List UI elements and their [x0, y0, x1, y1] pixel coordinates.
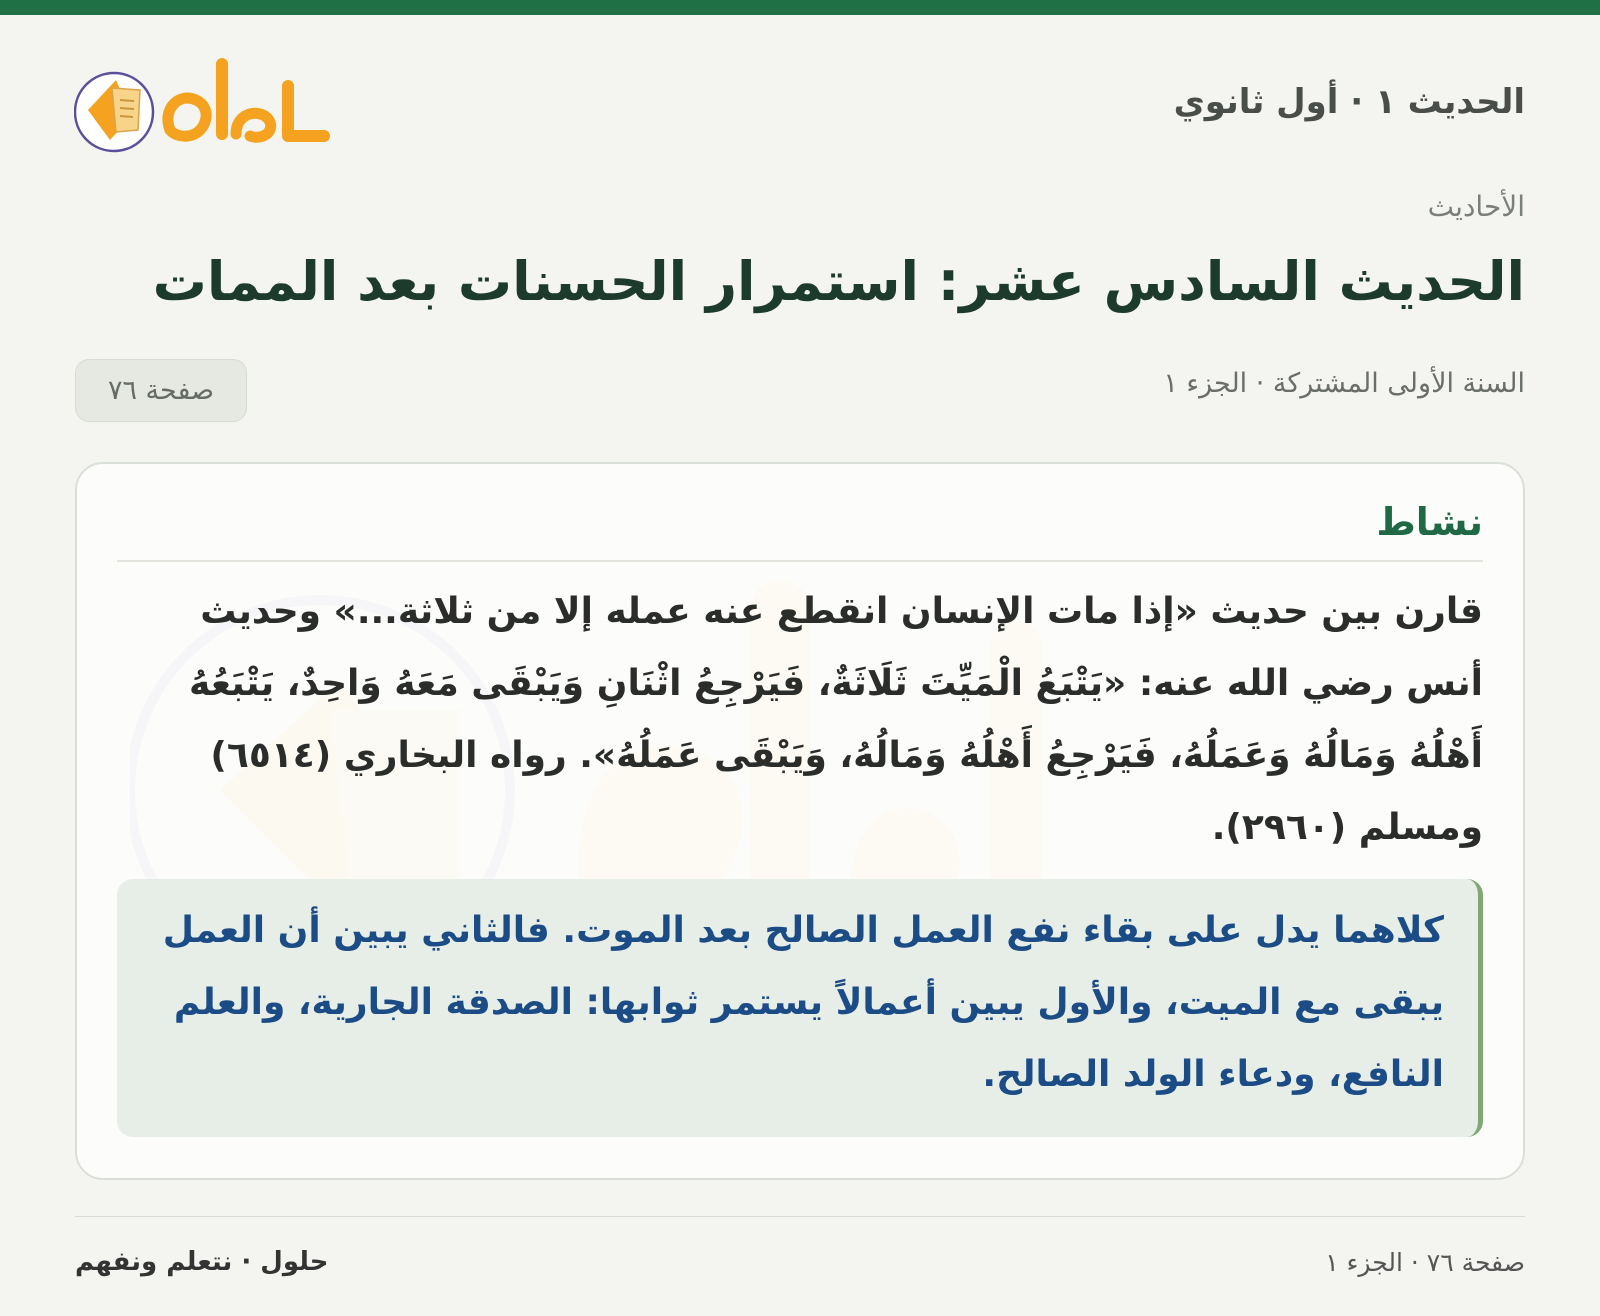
answer-box: [117, 879, 1483, 1137]
footer-divider: [75, 1216, 1525, 1217]
breadcrumb[interactable]: الأحاديث: [1427, 190, 1525, 223]
activity-card: [75, 462, 1525, 1180]
activity-question: قارن بين حديث «إذا مات الإنسان انقطع عنه عمله إلا من ثلاثة...» وحديث أنس رضي الله عنه: «يَتْبَعُ الْمَيِّتَ ثَلَاثَةٌ، فَيَرْجِعُ اثْنَانِ وَيَبْقَى مَعَهُ وَاحِدٌ، يَتْبَعُهُ أَهْلُهُ وَمَالُهُ وَعَمَلُهُ، فَيَرْجِعُ أَهْلُهُ وَمَالُهُ، وَيَبْقَى عَمَلُهُ». رواه البخاري (٦٥١٤) ومسلم (٢٩٦٠).: [189, 591, 1483, 848]
logo-icon: [74, 50, 334, 160]
course-meta: السنة الأولى المشتركة · الجزء ١: [1163, 368, 1525, 399]
site-title[interactable]: الحديث ١ · أول ثانوي: [1173, 82, 1525, 122]
card-divider: [117, 560, 1483, 562]
footer-page-info: صفحة ٧٦ · الجزء ١: [1325, 1248, 1525, 1277]
top-accent-bar: [0, 0, 1600, 15]
page-title: الحديث السادس عشر: استمرار الحسنات بعد الممات: [152, 250, 1525, 313]
activity-heading: نشاط: [1376, 500, 1483, 544]
footer-brand: حلول · نتعلم ونفهم: [75, 1247, 329, 1277]
page-number-chip: صفحة ٧٦: [75, 359, 247, 422]
site-logo[interactable]: [74, 50, 334, 160]
answer-text: كلاهما يدل على بقاء نفع العمل الصالح بعد الموت. فالثاني يبين أن العمل يبقى مع الميت، والأول يبين أعمالاً يستمر ثوابها: الصدقة الجارية، والعلم النافع، ودعاء الولد الصالح.: [162, 910, 1444, 1095]
